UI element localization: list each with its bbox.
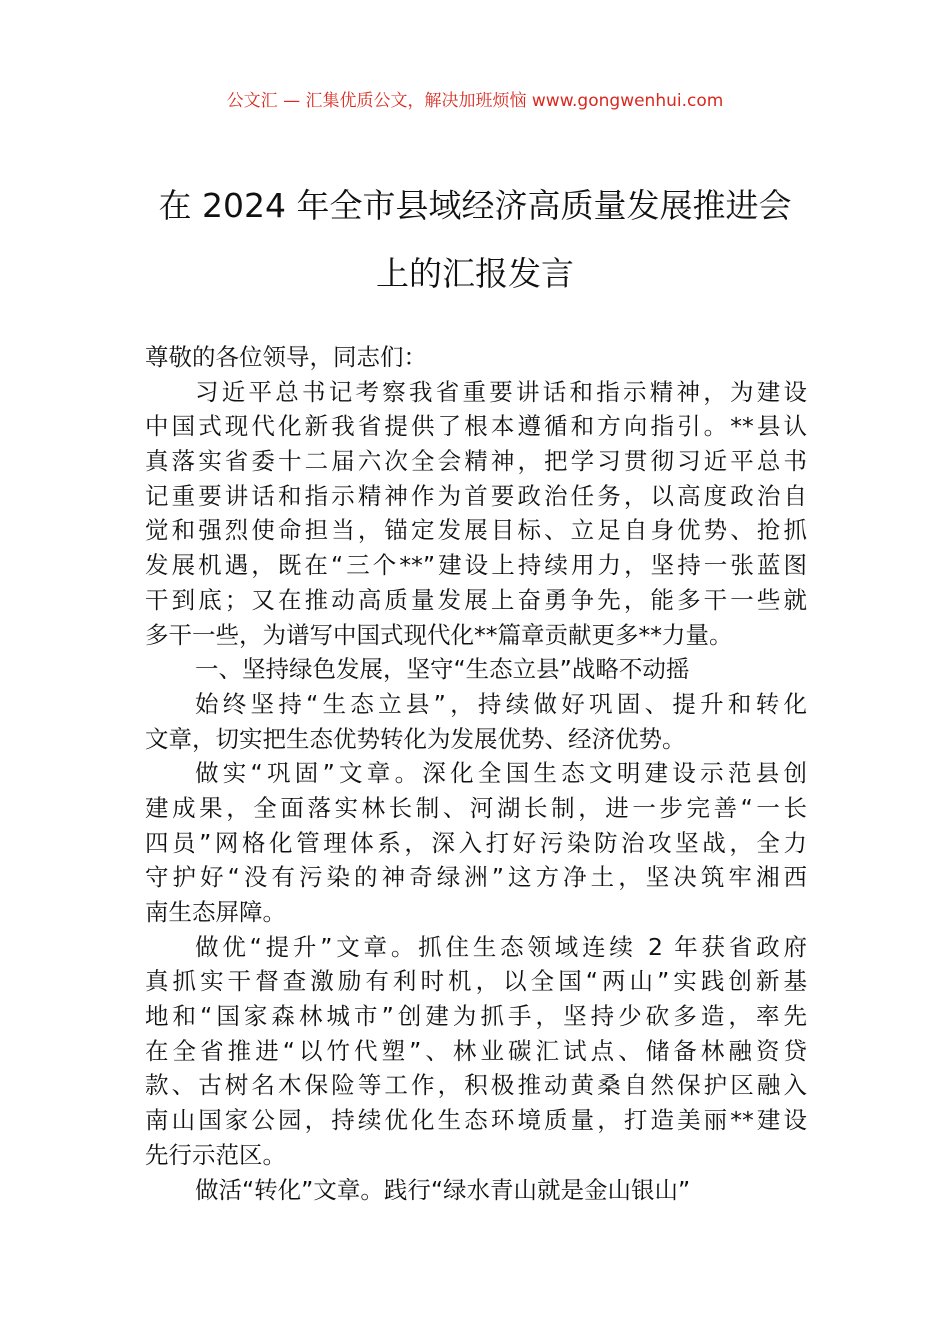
- text-line: 南生态屏障。: [145, 898, 286, 926]
- text-line: 习近平总书记考察我省重要讲话和指示精神，为建设: [195, 377, 807, 406]
- text-line: 守护好“没有污染的神奇绿洲”这方净土，坚决筑牢湘西: [145, 863, 807, 892]
- text-line: 觉和强烈使命担当，锚定发展目标、立足自身优势、抢抓: [145, 516, 807, 545]
- document-title-line-2: 上的汇报发言: [376, 254, 574, 293]
- text-line: 做活“转化”文章。践行“绿水青山就是金山银山”: [195, 1175, 691, 1204]
- text-line: 真抓实干督查激励有利时机，以全国“两山”实践创新基: [145, 967, 807, 996]
- text-line: 记重要讲话和指示精神作为首要政治任务，以高度政治自: [145, 481, 807, 510]
- text-line: 始终坚持“生态立县”，持续做好巩固、提升和转化: [195, 689, 807, 718]
- text-line: 发展机遇，既在“三个**”建设上持续用力，坚持一张蓝图: [145, 551, 807, 580]
- paragraph: [145, 375, 807, 653]
- text-line: 做优“提升”文章。抓住生态领域连续 2 年获省政府: [195, 932, 807, 961]
- salutation: [145, 340, 807, 375]
- text-line: 在全省推进“以竹代塑”、林业碳汇试点、储备林融资贷: [145, 1036, 807, 1065]
- text-line: 一、坚持绿色发展，坚守“生态立县”战略不动摇: [195, 655, 690, 684]
- text-line: 文章，切实把生态优势转化为发展优势、经济优势。: [145, 724, 686, 753]
- text-line: 款、古树名木保险等工作，积极推动黄桑自然保护区融入: [145, 1071, 807, 1100]
- text-line: 建成果，全面落实林长制、河湖长制，进一步完善“一长: [145, 793, 807, 822]
- paragraph: [145, 687, 807, 756]
- section-heading: [145, 652, 807, 687]
- text-line: 做实“巩固”文章。深化全国生态文明建设示范县创: [195, 759, 807, 788]
- document-title-line-1: 在 2024 年全市县域经济高质量发展推进会: [158, 186, 792, 225]
- text-line: 南山国家公园，持续优化生态环境质量，打造美丽**建设: [145, 1106, 807, 1135]
- paragraph: [145, 930, 807, 1173]
- text-line: 地和“国家森林城市”创建为抓手，坚持少砍多造，率先: [145, 1002, 807, 1031]
- text-line: 干到底；又在推动高质量发展上奋勇争先，能多干一些就: [145, 585, 807, 614]
- document-body: [145, 340, 807, 1207]
- text-line: 中国式现代化新我省提供了根本遵循和方向指引。**县认: [145, 412, 807, 441]
- text-line: 先行示范区。: [145, 1140, 286, 1169]
- paragraph: [145, 1173, 807, 1208]
- text-line: 尊敬的各位领导，同志们：: [145, 343, 427, 371]
- paragraph: [145, 756, 807, 929]
- text-line: 多干一些，为谱写中国式现代化**篇章贡献更多**力量。: [145, 620, 733, 649]
- text-line: 真落实省委十二届六次全会精神，把学习贯彻习近平总书: [145, 447, 807, 476]
- text-line: 四员”网格化管理体系，深入打好污染防治攻坚战，全力: [145, 828, 807, 857]
- watermark-header: 公文汇 — 汇集优质公文，解决加班烦恼 www.gongwenhui.com: [226, 91, 724, 111]
